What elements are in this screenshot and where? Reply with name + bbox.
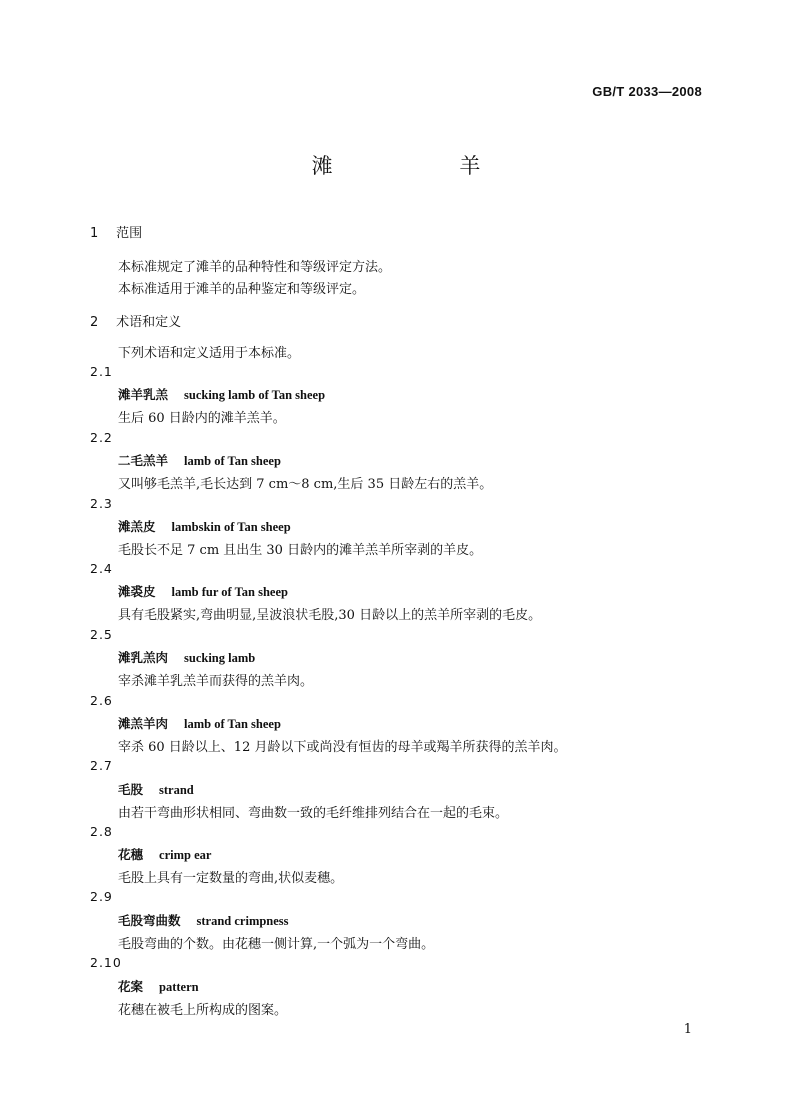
clause-number: 2.4: [90, 561, 113, 576]
term-english: sucking lamb of Tan sheep: [184, 388, 326, 402]
term-chinese: 滩羊乳羔: [118, 387, 169, 402]
term-chinese: 滩羔羊肉: [118, 716, 169, 731]
term-definition: 具有毛股紧实,弯曲明显,呈波浪状毛股,30 日龄以上的羔羊所宰剥的毛皮。: [118, 608, 542, 623]
term-entry: [118, 517, 291, 535]
section-title: 范围: [116, 226, 143, 241]
term-definition: 毛股弯曲的个数。由花穗一侧计算,一个弧为一个弯曲。: [118, 937, 435, 952]
page-number: 1: [683, 1022, 692, 1037]
terms-intro: 下列术语和定义适用于本标准。: [118, 346, 301, 361]
section-number: 2: [90, 315, 99, 330]
standard-code: GB/T 2033—2008: [592, 84, 702, 99]
term-entry: [118, 977, 199, 995]
term-english: strand: [159, 783, 194, 797]
term-chinese: 花穗: [118, 847, 144, 862]
section-heading-scope: [90, 222, 142, 241]
clause-number: 2.1: [90, 364, 113, 379]
term-entry: [118, 780, 194, 798]
section-title: 术语和定义: [116, 315, 182, 330]
term-definition: 生后 60 日龄内的滩羊羔羊。: [118, 411, 286, 426]
term-chinese: 滩裘皮: [118, 584, 156, 599]
term-definition: 宰杀 60 日龄以上、12 月龄以下或尚没有恒齿的母羊或羯羊所获得的羔羊肉。: [118, 740, 567, 755]
term-english: pattern: [159, 980, 199, 994]
term-entry: [118, 911, 289, 929]
term-definition: 花穗在被毛上所构成的图案。: [118, 1003, 288, 1018]
scope-paragraph: 本标准适用于滩羊的品种鉴定和等级评定。: [118, 282, 366, 297]
term-entry: [118, 385, 325, 403]
clause-number: 2.7: [90, 758, 113, 773]
term-definition: 又叫够毛羔羊,毛长达到 7 cm～8 cm,生后 35 日龄左右的羔羊。: [118, 477, 493, 492]
clause-number: 2.9: [90, 889, 113, 904]
term-definition: 毛股上具有一定数量的弯曲,状似麦穗。: [118, 871, 344, 886]
term-chinese: 花案: [118, 979, 144, 994]
document-title: 滩 羊: [311, 154, 541, 178]
term-english: lamb of Tan sheep: [184, 454, 281, 468]
term-english: crimp ear: [159, 848, 212, 862]
clause-number: 2.10: [90, 955, 122, 970]
term-chinese: 毛股弯曲数: [118, 913, 181, 928]
term-definition: 宰杀滩羊乳羔羊而获得的羔羊肉。: [118, 674, 314, 689]
term-chinese: 滩乳羔肉: [118, 650, 169, 665]
term-chinese: 毛股: [118, 782, 144, 797]
clause-number: 2.8: [90, 824, 113, 839]
clause-number: 2.2: [90, 430, 113, 445]
term-entry: [118, 845, 211, 863]
clause-number: 2.6: [90, 693, 113, 708]
term-english: strand crimpness: [196, 914, 289, 928]
term-chinese: 二毛羔羊: [118, 453, 169, 468]
term-chinese: 滩羔皮: [118, 519, 156, 534]
term-entry: [118, 582, 288, 600]
term-entry: [118, 714, 281, 732]
section-number: 1: [90, 226, 99, 241]
term-entry: [118, 648, 255, 666]
term-entry: [118, 451, 281, 469]
term-english: lambskin of Tan sheep: [171, 520, 291, 534]
clause-number: 2.5: [90, 627, 113, 642]
term-english: sucking lamb: [184, 651, 256, 665]
term-english: lamb fur of Tan sheep: [171, 585, 288, 599]
term-definition: 由若干弯曲形状相同、弯曲数一致的毛纤维排列结合在一起的毛束。: [118, 806, 509, 821]
scope-paragraph: 本标准规定了滩羊的品种特性和等级评定方法。: [118, 260, 392, 275]
term-definition: 毛股长不足 7 cm 且出生 30 日龄内的滩羊羔羊所宰剥的羊皮。: [118, 543, 483, 558]
term-english: lamb of Tan sheep: [184, 717, 281, 731]
clause-number: 2.3: [90, 496, 113, 511]
section-heading-terms: [90, 311, 181, 330]
